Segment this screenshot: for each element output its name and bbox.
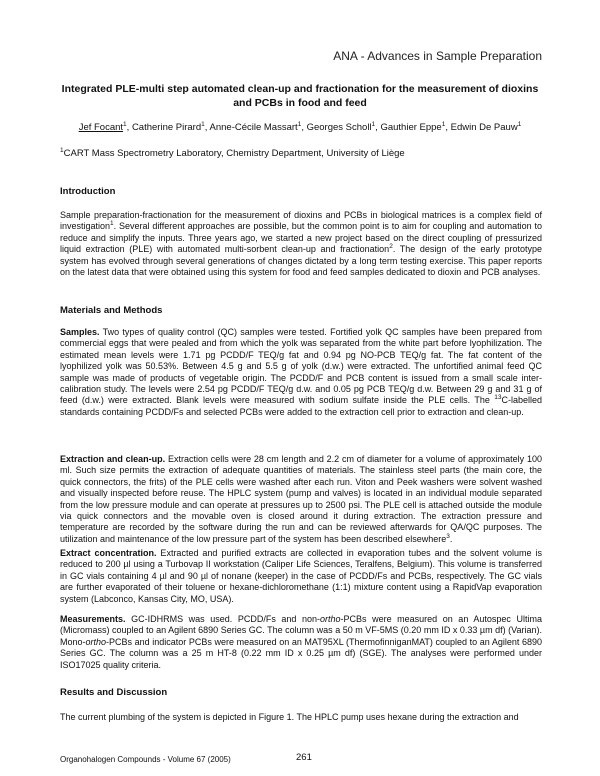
paragraph-measurements: Measurements. GC-IDHRMS was used. PCDD/Fs and non-ortho-PCBs were measured on an Autospec Ultima (Micromass) coupled to an Agilent 6890 Series GC. The column was a 50 m VF-5MS (0.20 mm ID x 0.33 µm df) (Varian). Mono-ortho-PCBs and indicator PCBs were measured on an MAT95XL (ThermofinniganMAT) coupled to an Agilent 6890 Series GC. The column was a 25 m HT-8 (0.22 mm ID x 0.25 µm df) (SGE). The analyses were performed under ISO17025 quality criteria. — [60, 614, 542, 670]
paper-title: Integrated PLE-multi step automated clean-up and fractionation for the measurement of dioxins and PCBs in food and feed — [61, 83, 539, 109]
heading-results-discussion: Results and Discussion — [60, 687, 168, 698]
footer-journal: Organohalogen Compounds - Volume 67 (2005) — [60, 755, 231, 764]
running-header: ANA - Advances in Sample Preparation — [333, 49, 542, 63]
heading-materials-methods: Materials and Methods — [60, 305, 163, 316]
paragraph-samples: Samples. Two types of quality control (QC) samples were tested. Fortified yolk QC samples have been prepared from commercial eggs that were pealed and from which the yolk was separated from the white part before lyophilization. The estimated mean levels were 1.71 pg PCDD/F TEQ/g fat and 0.94 pg NO-PCB TEQ/g fat. The fat content of the lyophilized yolk was 50.53%. Between 4.5 g and 5.5 g of yolk (d.w.) were extracted. The unfortified animal feed QC sample was made of products of vegetable origin. The PCDD/F and PCB content is issued from a small scale inter-calibration study. The levels were 2.54 pg PCDD/F TEQ/g d.w. and 0.05 pg PCB TEQ/g d.w. Between 29 g and 31 g of feed (d.w.) were extracted. Blank levels were measured with sodium sulfate inside the PLE cells. The $^{13}$C-labelled standards containing PCDD/Fs and selected PCBs were added to the extraction cell prior to extraction and clean-up. — [60, 327, 542, 417]
page-number: 261 — [296, 752, 312, 763]
paragraph-extraction-cleanup: Extraction and clean-up. Extraction cells were 28 cm length and 2.2 cm of diameter for a volume of approximately 100 ml. Such size permits the extraction of adequate quantities of materials. The stainless steel parts (the main core, the quick connectors, the frits) of the PLE cells were washed after each run. Viton and Peek washers were solvent washed and visually inspected before reuse. The HPLC system (pump and valves) is located in an individual module separated from the low pressure module and can operate at pressures up to 2500 psi. The PLE cell is attached outside the module via quick connectors and the movable oven is closed around it during extraction. The extraction pressure and temperature are recorded by the software during the run and can be reviewed afterwards for QA/QC purposes. The utilization and maintenance of the low pressure part of the system has been described elsewhere$^3$. — [60, 454, 542, 544]
paragraph-extract-concentration: Extract concentration. Extracted and purified extracts are collected in evaporation tubes and the solvent volume is reduced to 200 µl using a Turbovap II workstation (Caliper Life Sciences, Teralfens, Belgium). This volume is transferred in GC vials containing 4 µl and 90 µl of nonane (keeper) in the case of PCDD/Fs and PCBs, respectively. The GC vials are further evaporated of their toluene or hexane-dichloromethane (1:1) mixture content using a RapidVap evaporation system (Labconco, Kansas City, MO, USA). — [60, 548, 542, 604]
author-list: Jef Focant$^1$, Catherine Pirard$^1$, Anne-Cécile Massart$^1$, Georges Scholl$^1$, Gauthier Eppe$^1$, Edwin De Pauw$^1$ — [78, 120, 522, 133]
heading-introduction: Introduction — [60, 186, 116, 197]
author-corresponding: Jef Focant — [78, 122, 124, 133]
affiliation: $^1$CART Mass Spectrometry Laboratory, Chemistry Department, University of Liège — [60, 146, 405, 159]
paragraph-introduction: Sample preparation-fractionation for the measurement of dioxins and PCBs in biological matrices is a complex field of investigation$^1$. Several different approaches are possible, but the common point is to aim for coupling and automation to reduce and simplify the inputs. Three years ago, we started a new project based on the direct coupling of pressurized liquid extraction (PLE) with automated multi-sorbent clean-up and fractionation$^2$. The design of the early prototype system has evolved through several generations of changes dictated by a long term testing exercise. This paper reports on the latest data that were obtained using this system for food and feed samples dedicated to dioxin and PCB analyses. — [60, 210, 542, 278]
paragraph-results: The current plumbing of the system is depicted in Figure 1. The HPLC pump uses hexane during the extraction and — [60, 712, 519, 722]
